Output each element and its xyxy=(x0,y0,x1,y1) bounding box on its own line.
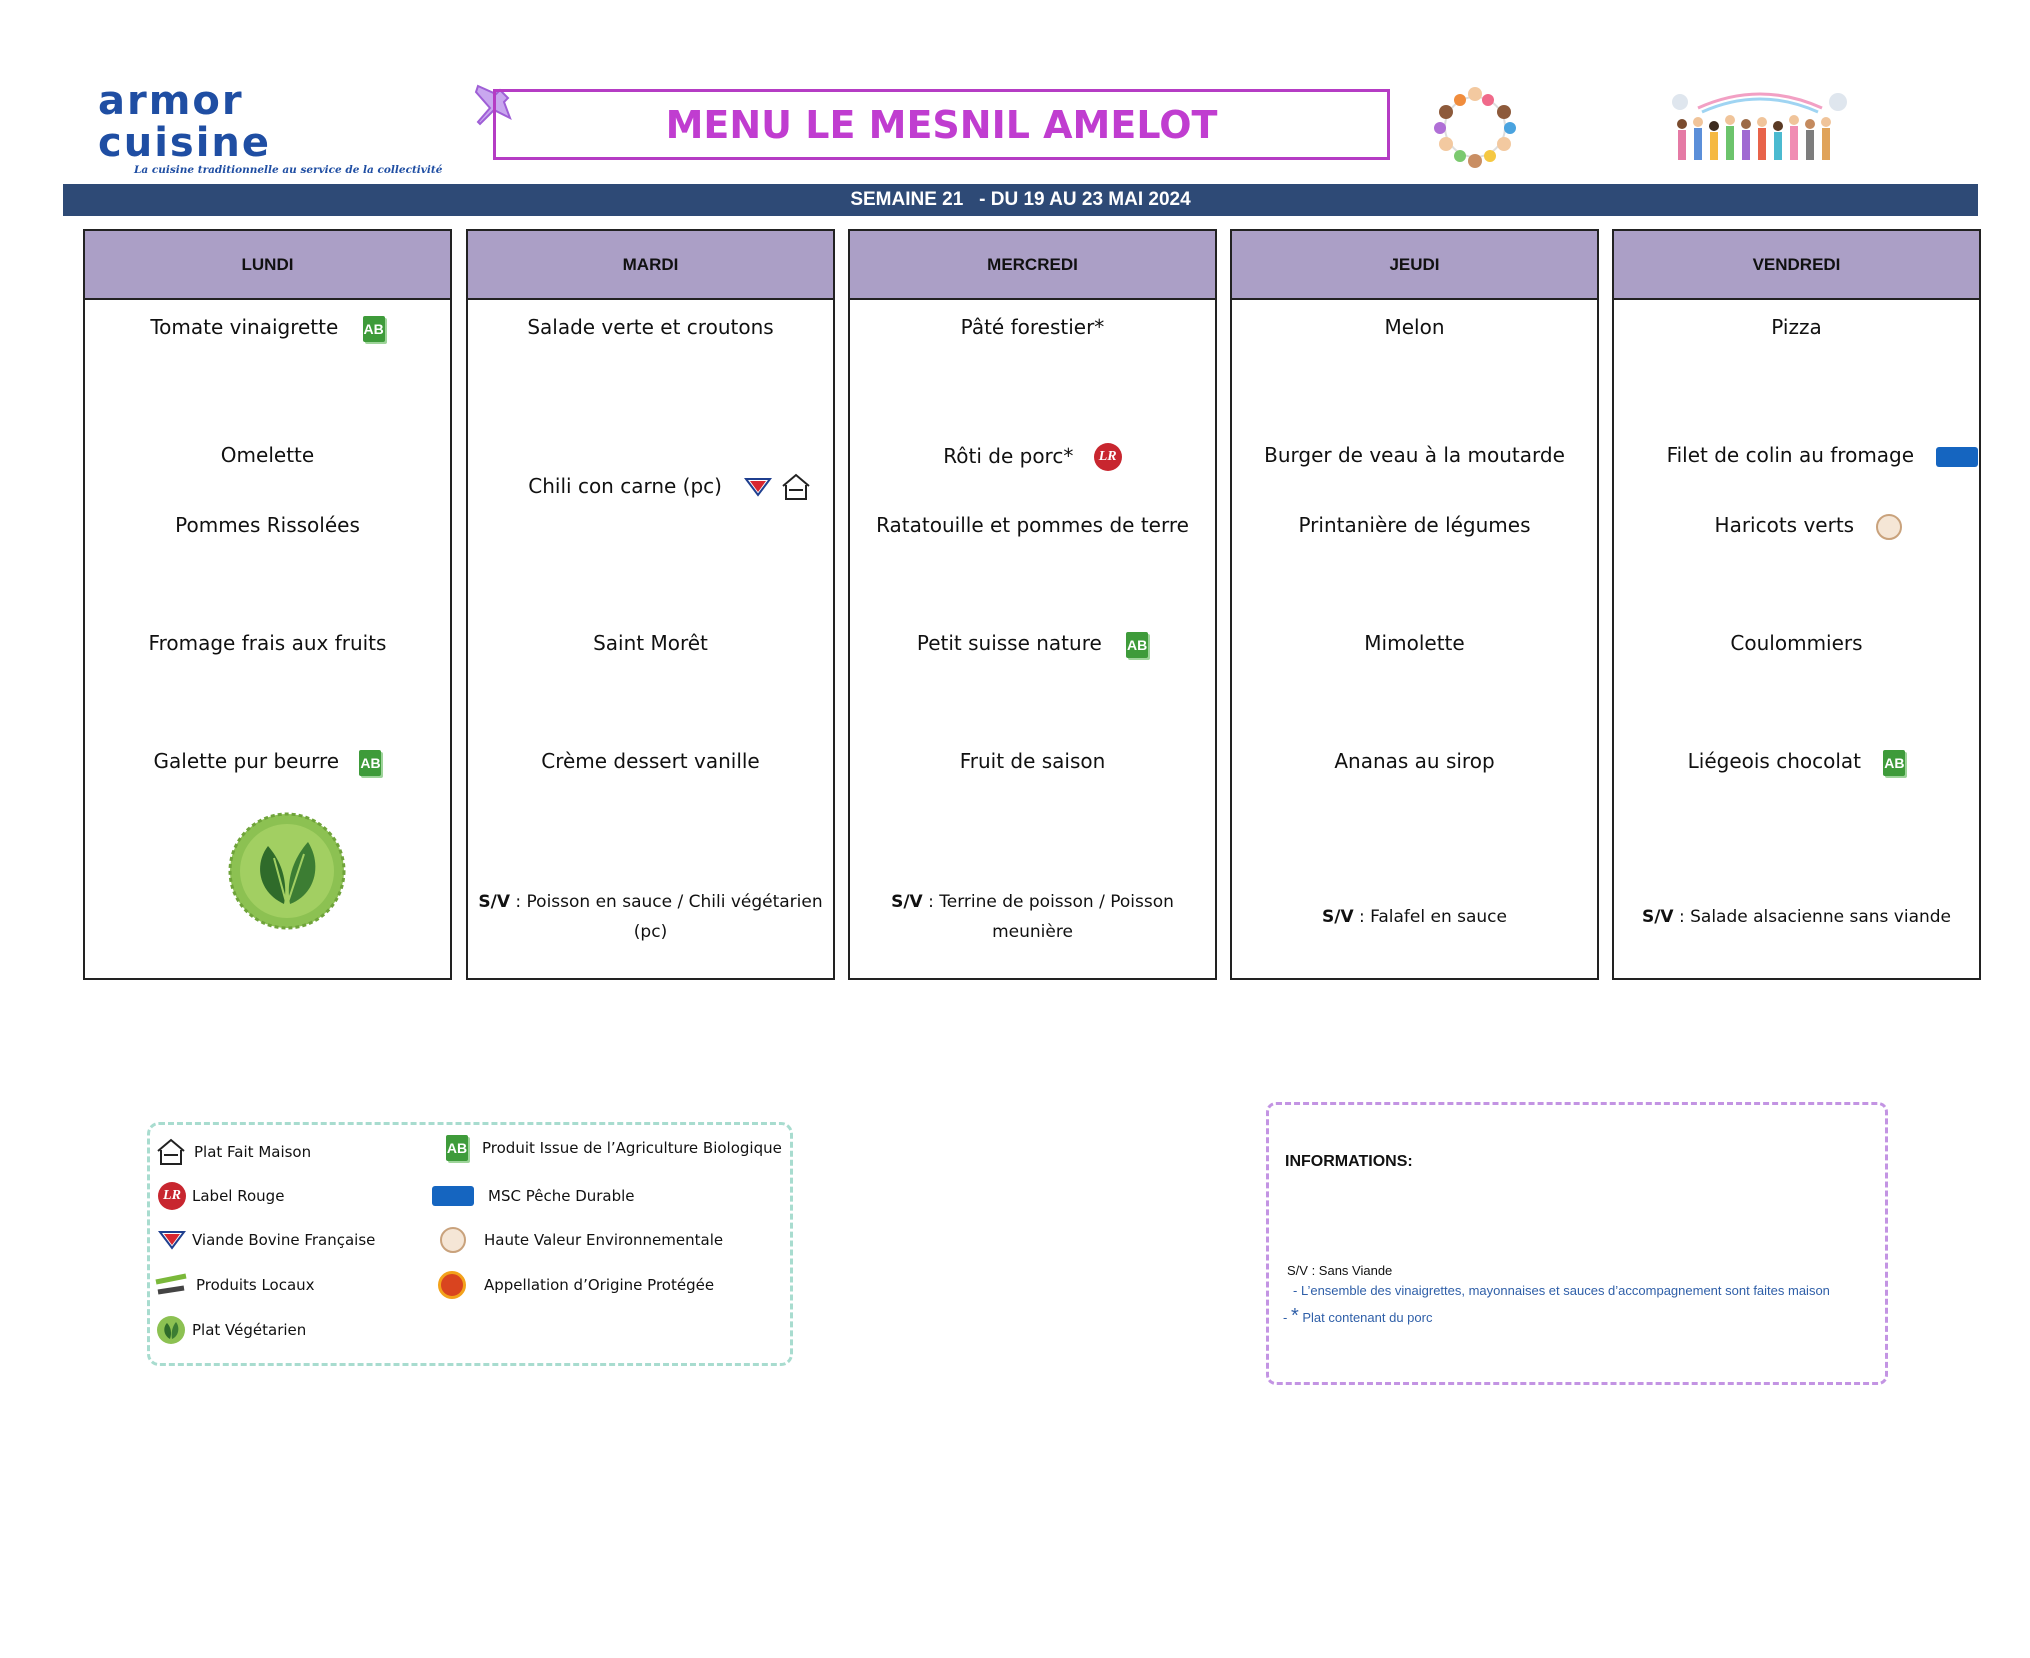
info-sauces-note: - L’ensemble des vinaigrettes, mayonnaises et sauces d’accompagnement sont faites maison xyxy=(1293,1283,1830,1298)
dish-dairy: Coulommiers xyxy=(1730,631,1863,655)
homemade-icon xyxy=(154,1137,188,1167)
info-sv-note: S/V : Sans Viande xyxy=(1287,1263,1393,1278)
day-column-mardi xyxy=(466,229,835,980)
label-rouge-icon: LR xyxy=(158,1182,186,1210)
msc-icon xyxy=(1936,447,1978,467)
legend-item: Appellation d’Origine Protégée xyxy=(438,1271,714,1299)
dish-starter: Tomate vinaigrette AB xyxy=(85,315,450,342)
legend-item: MSC Pêche Durable xyxy=(432,1186,635,1206)
vegetarian-icon xyxy=(156,1315,186,1345)
children-drawing-illustration xyxy=(1668,90,1852,164)
dish-dessert: Ananas au sirop xyxy=(1334,749,1495,773)
children-circle-illustration xyxy=(1432,84,1518,170)
dish-dessert: Crème dessert vanille xyxy=(541,749,760,773)
dish-main: Rôti de porc* LR xyxy=(850,443,1215,471)
day-column-lundi xyxy=(83,229,452,980)
week-banner: SEMAINE 21 - DU 19 AU 23 MAI 2024 xyxy=(63,184,1978,216)
label-rouge-icon: LR xyxy=(1094,443,1122,471)
day-header: JEUDI xyxy=(1232,231,1597,300)
local-products-icon xyxy=(152,1270,190,1300)
dish-dairy: Mimolette xyxy=(1364,631,1465,655)
day-column-jeudi xyxy=(1230,229,1599,980)
legend-box xyxy=(147,1122,793,1366)
dish-starter: Pizza xyxy=(1771,315,1822,339)
legend-item: Plat Végétarien xyxy=(156,1315,306,1345)
legend-item: Plat Fait Maison xyxy=(154,1137,311,1167)
ab-icon: AB xyxy=(446,1135,468,1161)
page-title: MENU LE MESNIL AMELOT xyxy=(665,102,1218,147)
dish-dessert: Liégeois chocolat AB xyxy=(1614,749,1979,776)
ab-icon: AB xyxy=(363,316,385,342)
brand-name: armor cuisine xyxy=(98,78,272,166)
ab-icon: AB xyxy=(359,750,381,776)
dish-dairy: Fromage frais aux fruits xyxy=(148,631,387,655)
dish-starter: Salade verte et croutons xyxy=(527,315,774,339)
french-beef-icon xyxy=(158,1228,186,1252)
dish-side: Pommes Rissolées xyxy=(175,513,360,537)
hve-icon xyxy=(440,1227,466,1253)
ab-icon: AB xyxy=(1883,750,1905,776)
dish-main: Burger de veau à la moutarde xyxy=(1264,443,1565,467)
legend-item: Viande Bovine Française xyxy=(158,1228,375,1252)
legend-item: LR Label Rouge xyxy=(158,1182,284,1210)
day-column-mercredi xyxy=(848,229,1217,980)
dish-side: Haricots verts xyxy=(1626,513,1991,540)
sv-alternative: S/V : Salade alsacienne sans viande xyxy=(1641,907,1952,927)
armor-cuisine-logo xyxy=(98,78,443,176)
dish-main: Chili con carne (pc) xyxy=(488,472,853,502)
dish-side: Ratatouille et pommes de terre xyxy=(876,513,1189,537)
ab-icon: AB xyxy=(1126,632,1148,658)
info-title: INFORMATIONS: xyxy=(1285,1153,1413,1170)
vegetarian-icon xyxy=(228,812,346,930)
day-header: MARDI xyxy=(468,231,833,300)
sv-alternative: S/V : Poisson en sauce / Chili végétarien (pc) xyxy=(478,892,823,942)
french-beef-icon xyxy=(744,475,772,499)
homemade-icon xyxy=(779,472,813,502)
day-header: MERCREDI xyxy=(850,231,1215,300)
dish-starter: Pâté forestier* xyxy=(960,315,1105,339)
dish-dessert: Fruit de saison xyxy=(959,749,1106,773)
dish-side: Printanière de légumes xyxy=(1298,513,1531,537)
dish-starter: Melon xyxy=(1384,315,1445,339)
msc-icon xyxy=(432,1186,474,1206)
hve-icon xyxy=(1876,514,1902,540)
sv-alternative: S/V : Falafel en sauce xyxy=(1322,907,1507,927)
dish-dairy: Petit suisse nature AB xyxy=(850,631,1215,658)
dish-main: Filet de colin au fromage xyxy=(1640,443,2005,467)
info-pork-note: - * Plat contenant du porc xyxy=(1283,1305,1433,1327)
day-column-vendredi xyxy=(1612,229,1981,980)
dish-main: Omelette xyxy=(220,443,315,467)
day-header: VENDREDI xyxy=(1614,231,1979,300)
dish-dessert: Galette pur beurre AB xyxy=(85,749,450,776)
legend-item: Produits Locaux xyxy=(152,1270,315,1300)
dish-dairy: Saint Morêt xyxy=(593,631,708,655)
sv-alternative: S/V : Terrine de poisson / Poisson meunière xyxy=(891,892,1174,942)
menu-title-box xyxy=(493,89,1390,160)
legend-item: AB Produit Issue de l’Agriculture Biologique xyxy=(446,1135,782,1161)
information-box xyxy=(1266,1102,1888,1385)
aop-icon xyxy=(438,1271,466,1299)
brand-tagline: La cuisine traditionnelle au service de la collectivité xyxy=(134,164,443,176)
legend-item: Haute Valeur Environnementale xyxy=(440,1227,723,1253)
day-header: LUNDI xyxy=(85,231,450,300)
